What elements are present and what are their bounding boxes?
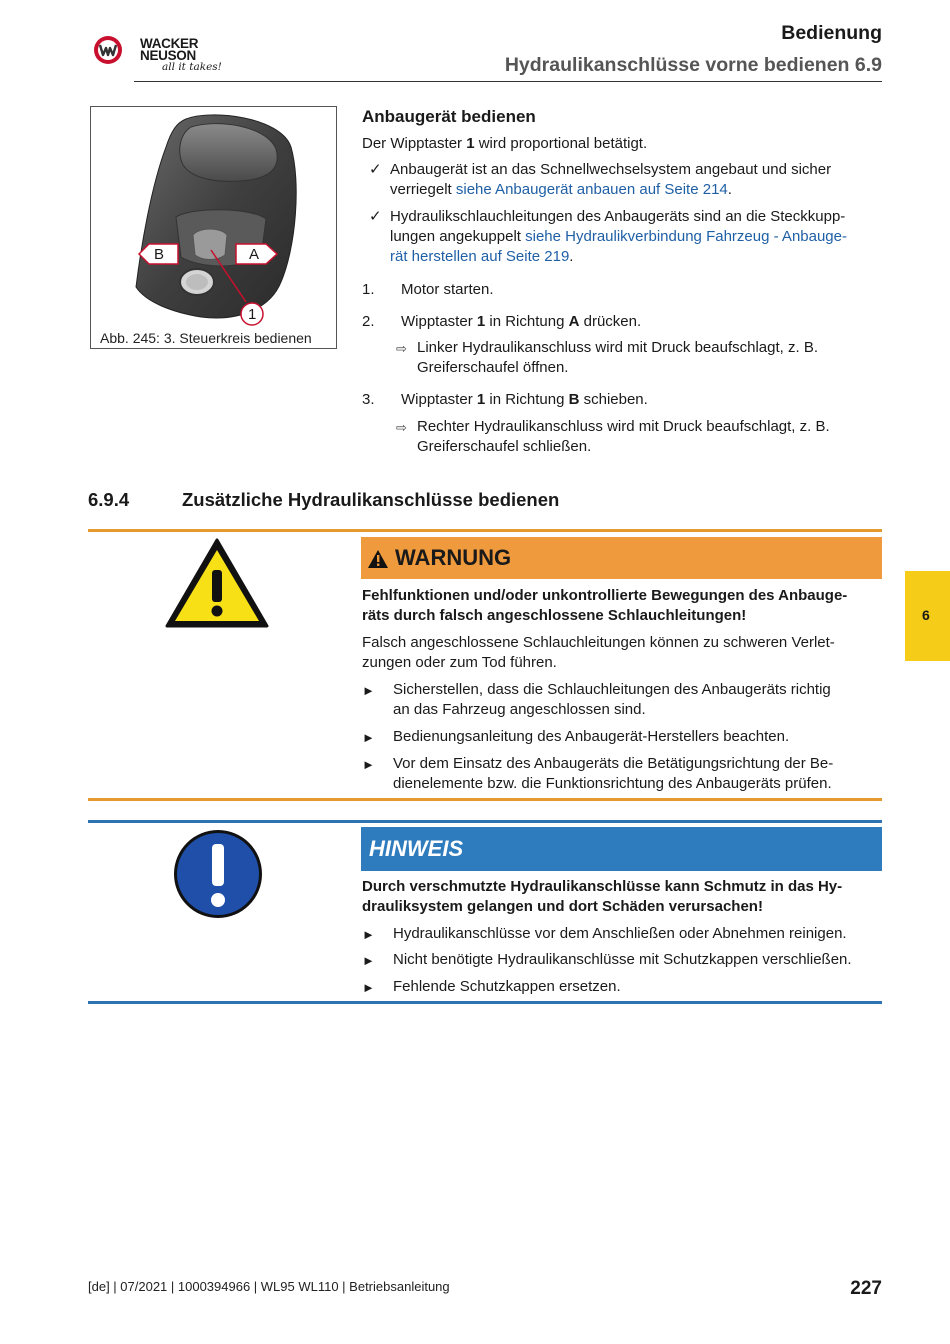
- link-anbaugeraet-anbauen[interactable]: siehe Anbaugerät anbauen auf Seite 214: [455, 181, 728, 198]
- chapter-title: Bedienung: [781, 22, 882, 44]
- warning-banner: [361, 537, 882, 579]
- result-arrow-icon: ⇨: [396, 341, 407, 356]
- step-3-result: ⇨ Rechter Hydraulikanschluss wird mit Druck beaufschlagt, z. B. Greiferschaufel schließen.: [396, 418, 830, 455]
- notice-bullet: ► Nicht benötigte Hydraulikanschlüsse mit Schutzkappen verschließen.: [362, 950, 882, 970]
- notice-top-rule: [88, 820, 882, 823]
- warning-small-icon: [367, 549, 389, 569]
- notice-bullet: ► Fehlende Schutzkappen ersetzen.: [362, 977, 882, 997]
- result-arrow-icon: ⇨: [396, 420, 407, 435]
- warning-headline: Fehlfunktionen und/oder unkontrollierte Bewegungen des Anbauge- räts durch falsch angeschlossene Schlauchleitungen!: [362, 587, 848, 624]
- chapter-tab[interactable]: [905, 571, 950, 661]
- warning-bullet: ► Sicherstellen, dass die Schlauchleitungen des Anbaugeräts richtig an das Fahrzeug angeschlossen sind.: [362, 681, 831, 718]
- brand-slogan: all it takes!: [162, 61, 222, 73]
- bullet-triangle-icon: ►: [362, 980, 375, 995]
- checkmark-icon: ✓: [369, 161, 382, 178]
- warning-triangle-icon: [164, 537, 270, 630]
- bullet-triangle-icon: ►: [362, 683, 375, 698]
- warning-bullet: ► Vor dem Einsatz des Anbaugeräts die Betätigungsrichtung der Be- dienelemente bzw. die Funktionsrichtung des Anbaugeräts prüfen.: [362, 755, 834, 792]
- bullet-triangle-icon: ►: [362, 953, 375, 968]
- section-title: Zusätzliche Hydraulikanschlüsse bedienen: [182, 489, 560, 510]
- notice-headline: Durch verschmutzte Hydraulikanschlüsse kann Schmutz in das Hy- drauliksystem gelangen und dort Schäden verursachen!: [362, 878, 843, 915]
- header-divider: [134, 81, 882, 82]
- procedure-intro: Der Wipptaster 1 wird proportional betätigt.: [362, 135, 648, 152]
- warning-bottom-rule: [88, 798, 882, 801]
- chapter-tab-number: 6: [922, 607, 930, 623]
- warning-consequence: Falsch angeschlossene Schlauchleitungen können zu schweren Verlet- zungen oder zum Tod führen.: [362, 634, 835, 671]
- page-number: 227: [850, 1278, 882, 1299]
- label-callout-1: 1: [248, 306, 257, 323]
- bullet-triangle-icon: ►: [362, 730, 375, 745]
- bullet-triangle-icon: ►: [362, 757, 375, 772]
- label-a: A: [249, 246, 260, 263]
- checkmark-icon: ✓: [369, 208, 382, 225]
- procedure-heading: Anbaugerät bedienen: [362, 107, 536, 126]
- figure-frame: [90, 106, 337, 349]
- link-hydraulikverbindung-cont[interactable]: rät herstellen auf Seite 219: [390, 248, 570, 265]
- notice-bullet: ► Hydraulikanschlüsse vor dem Anschließen oder Abnehmen reinigen.: [362, 924, 882, 944]
- warning-top-rule: [88, 529, 882, 532]
- footer-meta: [de] | 07/2021 | 1000394966 | WL95 WL110 | Betriebsanleitung: [88, 1279, 450, 1294]
- warning-banner-label: WARNUNG: [395, 545, 512, 570]
- notice-banner: [361, 827, 882, 871]
- notice-banner-label: HINWEIS: [369, 836, 464, 861]
- notice-bottom-rule: [88, 1001, 882, 1004]
- precondition-item: ✓ Anbaugerät ist an das Schnellwechselsystem angebaut und sicher verriegelt siehe Anbaugerät anbauen auf Seite 214.: [369, 161, 832, 198]
- joystick-illustration: [91, 107, 336, 329]
- step-2-result: ⇨ Linker Hydraulikanschluss wird mit Druck beaufschlagt, z. B. Greiferschaufel öffnen.: [396, 339, 818, 376]
- mandatory-exclamation-icon: [172, 828, 264, 920]
- section-number: 6.9.4: [88, 489, 130, 510]
- bullet-triangle-icon: ►: [362, 927, 375, 942]
- brand-name-line2: NEUSON: [140, 48, 196, 63]
- logo-emblem-icon: [92, 34, 124, 66]
- label-b: B: [154, 246, 165, 263]
- precondition-item: ✓ Hydraulikschlauchleitungen des Anbaugeräts sind an die Steckkupp- lungen angekuppelt siehe Hydraulikverbindung Fahrzeug - Anbauge- rät herstellen auf Seite 219.: [369, 208, 847, 265]
- figure-caption: Abb. 245: 3. Steuerkreis bedienen: [100, 330, 312, 346]
- brand-name-line1: WACKER: [140, 36, 199, 51]
- section-header-title: Hydraulikanschlüsse vorne bedienen 6.9: [504, 54, 882, 76]
- warning-bullet: ► Bedienungsanleitung des Anbaugerät-Herstellers beachten.: [362, 727, 882, 747]
- link-hydraulikverbindung[interactable]: siehe Hydraulikverbindung Fahrzeug - Anbauge-: [525, 228, 847, 245]
